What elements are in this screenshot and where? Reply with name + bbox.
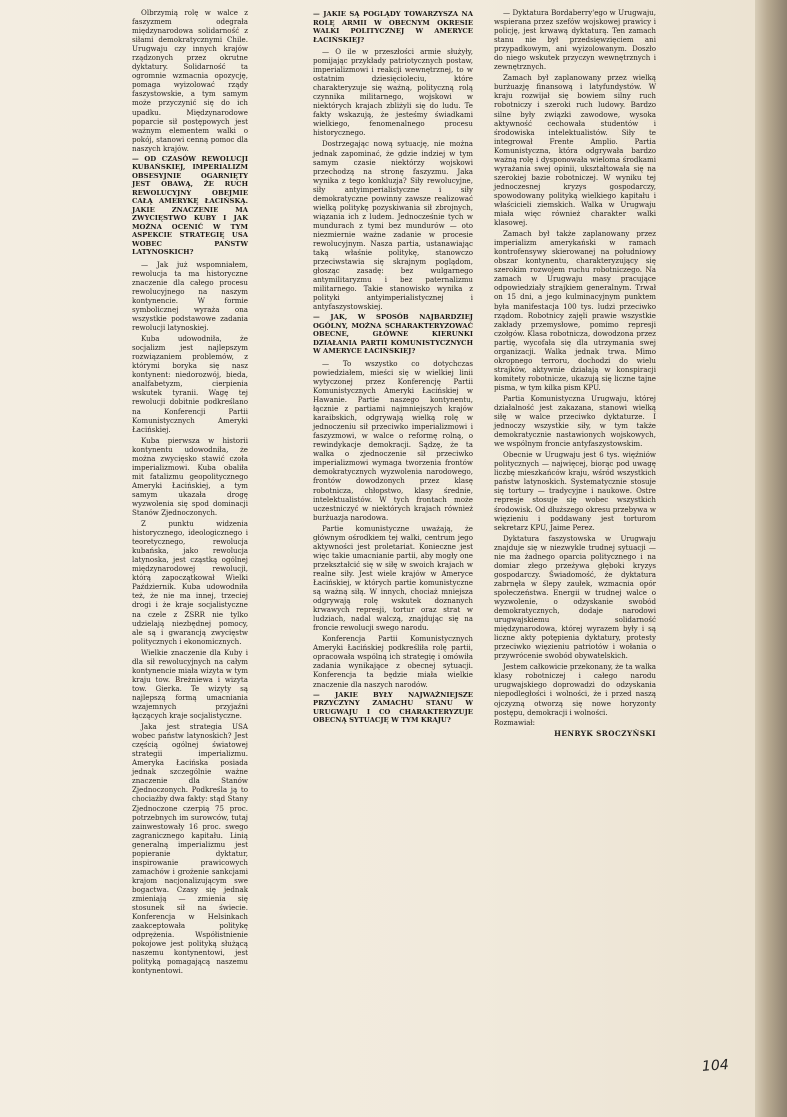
paragraph: Jestem całkowicie przekonany, że ta walka klasy robotniczej i całego narodu urugwajskiego doprowadzi do odzyskania niepodległości i wolności, że i przed naszą ojczyzną otworzą się nowe horyzonty postępu, demokracji i wolności. xyxy=(494,662,656,717)
paragraph: Wielkie znaczenie dla Kuby i dla sił rewolucyjnych na całym kontynencie miała wizyta w tym kraju tow. Breżniewa i wizyta tow. Gierka. Te wizyty są najlepszą formą umacniania wzajemnych przyjaźni łączących kraje socjalistyczne. xyxy=(132,647,248,721)
paragraph: — To wszystko co dotychczas powiedziałem, mieści się w wielkiej linii wytyczonej przez Konferencję Partii Komunistycznych Ameryki Łacińskiej w Hawanie. Partie naszego kontynentu, łącznie z partiami najmniejszych krajów karaibskich, odgrywają wielką rolę w jednoczeniu sił przeciwko imperializmowi i faszyzmowi, w walce o reformę rolną, o rewindykacje demokracji. Sądzę, że ta walka o zjednoczenie sił przeciwko imperializmowi wymaga tworzenia frontów demokratycznych wyzwolenia narodowego, frontów dowodzonych przez klasę robotnicza, chłopstwo, klasy średnie, intelektualistów. W tych frontach może uczestniczyć w niektórych krajach również burżuazja narodowa. xyxy=(313,358,473,522)
paragraph: — Jak już wspomniałem, rewolucja ta ma historyczne znaczenie dla całego procesu rewolucyjnego na naszym kontynencie. W formie symbolicznej wyraża ona wszystkie podstawowe zadania rewolucji latynoskiej. xyxy=(132,259,248,333)
paragraph: Zamach był zaplanowany przez wielką burżuazję finansową i latyfundystów. W kraju rozwijał się bowiem silny ruch robotniczy i szeroki ruch ludowy. Bardzo silne były związki zawodowe, wysoka aktywność cechowała studentów i środowiska intelektualistów. Siły te integrował Frente Amplio. Partia Komunistyczna, która odgrywała bardzo ważną rolę i dysponowała wieloma środkami wyrażania swej opinii, ukształtowała się na szerokiej bazie robotniczej. W wyniku tej jednoczesnej kryzys gospodarczy, spowodowany polityką wielkiego kapitału i właścicieli ziemskich. Walka w Urugwaju miała więc również charakter walki klasowej. xyxy=(494,73,656,228)
text-column-3 xyxy=(494,8,656,738)
paragraph: Konferencja Partii Komunistycznych Ameryki Łacińskiej podkreśliła rolę partii, opracowała wspólną ich strategię i omówiła zadania wynikające z obecnej sytuacji. Konferencja ta będzie miała wielkie znaczenie dla naszych narodów. xyxy=(313,634,473,689)
signature-name: HENRYK SROCZYŃSKI xyxy=(554,728,656,738)
paragraph: Z punktu widzenia historycznego, ideologicznego i teoretycznego, rewolucja kubańska, jako rewolucja latynoska, jest cząstką ogólnej międzynarodowej rewolucji, którą zapoczątkował Wielki Październik. Kuba udowodniła też, że nie ma innej, trzeciej drogi i że kraje socjalistyczne na czele z ZSRR nie tylko udzielają niezbędnej pomocy, ale są i gwarancją zwycięstw politycznych i ekonomicznych. xyxy=(132,519,248,646)
page-number: 104 xyxy=(701,1057,730,1075)
interview-question: — JAK, W SPOSÓB NAJBARDZIEJ OGÓLNY, MOŻNA SCHARAKTERYZOWAĆ OBECNE, GŁÓWNE KIERUNKI DZIAŁANIA PARTII KOMUNISTYCZNYCH W AMERYCE ŁACIŃSKIEJ? xyxy=(313,313,473,356)
interview-question: — JAKIE SĄ POGLĄDY TOWARZYSZA NA ROLĘ ARMII W OBECNYM OKRESIE WALKI POLITYCZNEJ W AMERYCE ŁACIŃSKIEJ? xyxy=(313,10,473,44)
paragraph: — O ile w przeszłości armie służyły, pomijając przykłady patriotycznych postaw, imperializmowi i reakcji wewnętrznej, to w ostatnim dziesięcioleciu, które charakteryzuje się ważną, polityczną rolą czynnika militarnego, wojskowi w niektórych krajach zbliżyli się do ludu. Te fakty wskazują, że jesteśmy świadkami wielkiego, fenomenalnego procesu historycznego. xyxy=(313,47,473,138)
signature-label: Rozmawiał: xyxy=(494,718,536,727)
paragraph: Kuba udowodniła, że socjalizm jest najlepszym rozwiązaniem problemów, z którymi boryka się nasz kontynent: niedorozwój, bieda, analfabetyzm, cierpienia wskutek tyranii. Wagę tej rewolucji dobitnie podkreślano na Konferencji Partii Komunistycznych Ameryki Łacińskiej. xyxy=(132,334,248,434)
paragraph: Olbrzymią rolę w walce z faszyzmem odegrała międzynarodowa solidarność z siłami demokratycznymi Chile. Urugwaju czy innych krajów rządzonych przez okrutne dyktatury. Solidarność ta ogromnie wzmacnia opozycję, pomaga wyizolować rządy faszystowskie, a tym samym może przyczynić się do ich upadku. Międzynarodowe poparcie sił postępowych jest ważnym elementem walki o pokój, stanowi cenną pomoc dla naszych krajów. xyxy=(132,8,248,153)
text-column-1 xyxy=(132,8,248,977)
paragraph: — Dyktatura Bordaberry'ego w Urugwaju, wspierana przez szefów wojskowej prawicy i policję, jest krwawą dyktaturą. Ten zamach stanu nie był przedsięwzięciem ani przypadkowym, ani wyizolowanym. Doszło do niego wskutek przyczyn wewnętrznych i zewnętrznych. xyxy=(494,8,656,72)
paragraph: Partia Komunistyczna Urugwaju, której działalność jest zakazana, stanowi wielką siłę w walce przeciwko dyktaturze. I jednoczy wszystkie siły, w tym także demokratycznie nastawionych wojskowych, we wspólnym froncie antyfaszystowskim. xyxy=(494,393,656,449)
paragraph: Partie komunistyczne uważają, że głównym ośrodkiem tej walki, centrum jego aktywności jest proletariat. Konieczne jest więc takie umacnianie partii, aby mogły one przekształcić się w siłę w swoich krajach w realne siły. Jest wiele krajów w Ameryce Łacińskiej, w których partie komunistyczne są ważną siłą. W innych, chociaż mniejsza odgrywają rolę wskutek doznanych krwawych represji, tortur oraz strat w ludziach, nadal walczą, znajdując się na froncie rewolucji swego narodu. xyxy=(313,523,473,633)
interview-question: — OD CZASÓW REWOLUCJI KUBAŃSKIEJ, IMPERIALIZM OBSESYJNIE OGARNIĘTY JEST OBAWĄ, ŻE RUCH REWOLUCYJNY OBEJMIE CAŁĄ AMERYKĘ ŁACIŃSKĄ. JAKIE ZNACZENIE MA ZWYCIĘSTWO KUBY I JAK MOŻNA OCENIĆ W TYM ASPEKCIE STRATEGIĘ USA WOBEC PAŃSTW LATYNOSKICH? xyxy=(132,154,248,257)
interview-question: — JAKIE BYŁY NAJWAŻNIEJSZE PRZYCZYNY ZAMACHU STANU W URUGWAJU I CO CHARAKTERYZUJE OBECNĄ SYTUACJĘ W TYM KRAJU? xyxy=(313,690,473,725)
paragraph: Zamach był także zaplanowany przez imperializm amerykański w ramach kontrofensywy skierowanej na południowy obszar kontynentu, charakteryzujący się szerokim rozwojem ruchu robotniczego. Na zamach w Urugwaju masy pracujące odpowiedziały strajkiem generalnym. Trwał on 15 dni, a jego kulminacyjnym punktem była manifestacja 100 tys. ludzi przeciwko rządom. Robotnicy zajęli prawie wszystkie zakłady przemysłowe, pomimo represji czołgów. Klasa robotnicza, dowodzona przez partię, wycofała się dla utrzymania swej organizacji. Walka jednak trwa. Mimo okropnego terroru, dochodzi do wielu strajków, aktywnie działają w konspiracji komitety robotnicze, ukazują się liczne tajne pisma, w tym kilka pism KPU. xyxy=(494,229,656,392)
paragraph: Jaka jest strategia USA wobec państw latynoskich? Jest częścią ogólnej światowej strategii imperializmu. Ameryka Łacińska posiada jednak szczególnie ważne znaczenie dla Stanów Zjednoczonych. Podkreśla ją to chociażby dwa fakty: stąd Stany Zjednoczone czerpią 75 proc. potrzebnych im surowców, tutaj zainwestowały 16 proc. swego zagranicznego kapitału. Linią generalną imperializmu jest popieranie dyktatur, inspirowanie prawicowych zamachów i grożenie sankcjami krajom nacjonalizującym swe bogactwa. Czasy się jednak zmieniają — zmienia się stosunek sił na świecie. Konferencja w Helsinkach zaakceptowała politykę odprężenia. Współistnienie pokojowe jest polityką służącą naszemu kontynentowi, jest polityką pomagającą naszemu kontynentowi. xyxy=(132,722,248,976)
paragraph: Obecnie w Urugwaju jest 6 tys. więźniów politycznych — najwięcej, biorąc pod uwagę liczbę mieszkańców kraju, wśród wszystkich państw latynoskich. Systematycznie stosuje się tortury — tradycyjne i naukowe. Ostre represje stosuje się wobec wszystkich środowisk. Od dłuższego okresu przebywa w więzieniu i poddawany jest torturom sekretarz KPU, Jaime Perez. xyxy=(494,450,656,532)
paragraph: Dostrzegając nową sytuację, nie można jednak zapominać, że gdzie indziej w tym samym czasie niektórzy wojskowi przechodzą na stronę faszyzmu. Jaka wynika z tego konkluzja? Siły rewolucyjne, siły antyimperialistyczne i siły demokratyczne powinny zawsze realizować wielką politykę pozyskiwania sił zbrojnych, wiązania ich z ludem. Jednocześnie tych w mundurach z tymi bez mundurów — oto niezmiernie ważne zadanie w procesie rewolucyjnym. Nasza partia, ustanawiając taką właśnie politykę, stanowczo przeciwstawia się skrajnym poglądom, głosząc zasadę: bez wulgarnego antymilitaryzmu i bez paternalizmu militarnego. Takie stanowisko wynika z polityki antyimperialistycznej i antyfaszystowskiej. xyxy=(313,139,473,312)
paragraph: Kuba pierwsza w historii kontynentu udowodniła, że można zwycięsko stawić czoła imperializmowi. Kuba obaliła mit fatalizmu geopolitycznego Ameryki Łacińskiej, a tym samym ukazała drogę wyzwolenia się spod dominacji Stanów Zjednoczonych. xyxy=(132,435,248,518)
page-edge-shadow xyxy=(755,0,787,1117)
text-column-2 xyxy=(313,8,473,728)
interviewer-signature xyxy=(494,719,656,738)
paragraph: Dyktatura faszystowska w Urugwaju znajduje się w niezwykle trudnej sytuacji — nie ma żadnego oparcia politycznego i na domiar złego przeżywa głęboki kryzys gospodarczy. Świadomość, że dyktatura zabrnęła w ślepy zaułek, wzmacnia opór społeczeństwa. Energii w trudnej walce o wyzwolenie, o odzyskanie swobód demokratycznych, dodaje narodowi urugwajskiemu solidarność międzynarodowa, której wyrazem były i są liczne akty potępienia dyktatury, protesty przeciwko więzieniu patriotów i wołania o przywrócenie swobód obywatelskich. xyxy=(494,533,656,661)
